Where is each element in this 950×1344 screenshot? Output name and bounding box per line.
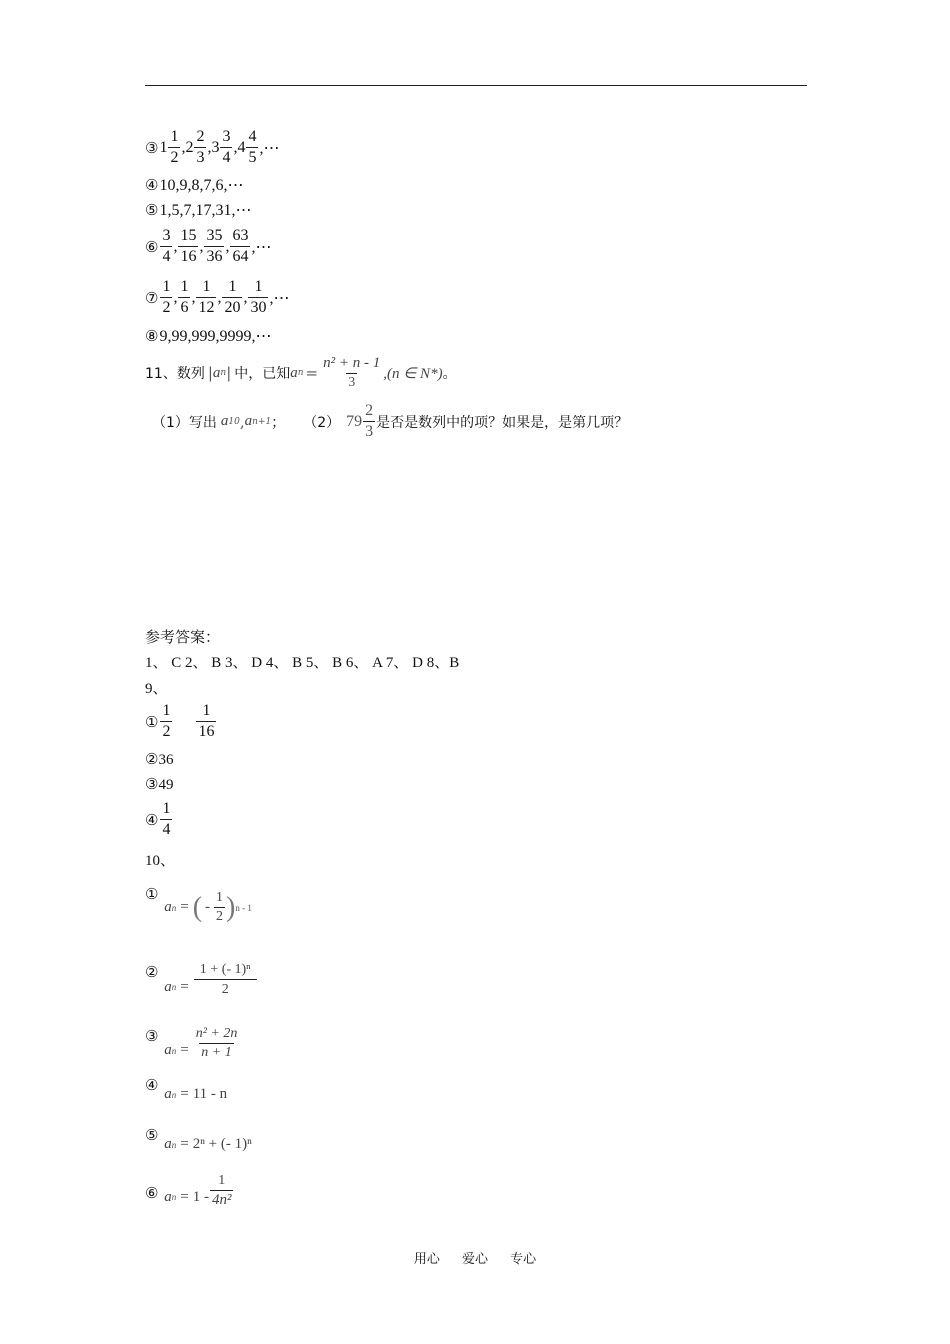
mc-answers: 1、 C 2、 B 3、 D 4、 B 5、 B 6、 A 7、 D 8、B <box>145 655 460 671</box>
sequence-tail: ,⋯ <box>259 139 280 157</box>
sequence-text: 9,99,999,9999,⋯ <box>159 328 272 345</box>
q11-mid: 中，已知 <box>234 366 291 382</box>
q10-label: 10、 <box>145 853 176 869</box>
footer-item: 爱心 <box>461 1252 488 1267</box>
fraction: $\frac{4}{5}$ <box>248 128 257 166</box>
fraction: $\frac{1}{20}$ <box>224 278 241 316</box>
q11-an: a <box>290 364 298 381</box>
sequence-4 <box>145 175 243 195</box>
answer-9-1: ① $\frac{1}{2}$ $\frac{1}{16}$ <box>145 702 215 740</box>
footer <box>0 1248 950 1267</box>
answer-10-5: ⑤ a n = 2ⁿ + (- 1)ⁿ <box>145 1126 252 1152</box>
part2-text: 是否是数列中的项？如果是，是第几项？ <box>376 414 629 431</box>
sequence-tail: ,⋯ <box>269 289 290 307</box>
whole-2: 2 <box>185 138 194 156</box>
marker-5: ⑤ <box>145 201 159 219</box>
question-11: 11、数列 | a n | 中，已知 a n = $\frac{\text{n² + n - 1}}{3}$ ,(n ∈ N*) 。 <box>145 355 457 390</box>
answers-heading: 参考答案： <box>145 628 221 646</box>
footer-item: 用心 <box>413 1252 440 1267</box>
whole-1: 1 <box>159 138 168 156</box>
answer-10-3: ③ a n = $\frac{\text{n² + 2n}}{n + 1}$ <box>145 1026 238 1060</box>
whole-3: 3 <box>211 138 220 156</box>
answer-10-6: ⑥ a n = 1 - $\frac{1}{\text{4n²}}$ <box>145 1173 232 1208</box>
part1-label: （1）写出 <box>152 414 217 431</box>
marker-6: ⑥ <box>145 237 159 256</box>
answer-10-1: ① a n = ( - $\frac{1}{2}$ ) n - 1 <box>145 885 252 924</box>
question-11-parts: （1）写出 a 10 , a n+1 ； （2） 79 $\frac{2}{3}$ 是否是数列中的项？如果是，是第几项？ <box>152 402 629 440</box>
answer-10-2: ② a n = $\frac{\text{1 + (- 1)ⁿ}}{2}$ <box>145 963 258 997</box>
sequence-6: ⑥ $\frac{3}{4}$ , $\frac{15}{16}$ , $\frac{35}{36}$ , $\frac{63}{64}$ ,⋯ <box>145 227 272 265</box>
whole-4: 4 <box>237 138 246 156</box>
header-rule <box>145 85 807 86</box>
fraction: $\frac{3}{4}$ <box>162 227 171 265</box>
marker-7: ⑦ <box>145 288 159 307</box>
q9-label: 9、 <box>145 681 168 697</box>
sequence-5 <box>145 200 251 220</box>
answer-9-2: ②36 <box>145 752 174 768</box>
sequence-tail: ,⋯ <box>251 238 272 256</box>
sequence-text: 10,9,8,7,6,⋯ <box>159 177 244 194</box>
answer-9-3: ③49 <box>145 777 174 793</box>
sequence-3: ③ 1 $\frac{1}{2}$ , 2 $\frac{2}{3}$ , 3 $\frac{3}{4}$ , 4 $\frac{4}{5}$ ,⋯ <box>145 128 280 166</box>
footer-item: 专心 <box>510 1252 537 1267</box>
fraction: $\frac{1}{30}$ <box>250 278 267 316</box>
sequence-8 <box>145 326 271 346</box>
answer-10-4: ④ a n = 11 - n <box>145 1076 228 1102</box>
marker-8: ⑧ <box>145 327 159 345</box>
fraction: $\frac{1}{6}$ <box>180 278 189 316</box>
mixed-fraction: $\frac{2}{3}$ <box>365 402 374 440</box>
marker-4: ④ <box>145 176 159 194</box>
fraction: $\frac{15}{16}$ <box>180 227 197 265</box>
q11-formula: $\frac{\text{n² + n - 1}}{3}$ <box>323 355 381 390</box>
fraction: $\frac{35}{36}$ <box>206 227 223 265</box>
fraction: $\frac{2}{3}$ <box>196 128 205 166</box>
sequence-7: ⑦ $\frac{1}{2}$ , $\frac{1}{6}$ , $\frac{1}{12}$ , $\frac{1}{20}$ , $\frac{1}{30}$ ,⋯ <box>145 278 290 316</box>
fraction: $\frac{3}{4}$ <box>222 128 231 166</box>
sequence-text: 1,5,7,17,31,⋯ <box>159 202 252 219</box>
fraction: $\frac{1}{12}$ <box>198 278 215 316</box>
q11-condition: ,(n ∈ N*) <box>383 365 443 382</box>
fraction: $\frac{1}{2}$ <box>170 128 179 166</box>
q11-prefix: 11、数列 <box>145 366 205 382</box>
fraction: $\frac{63}{64}$ <box>232 227 249 265</box>
answer-9-4: ④ $\frac{1}{4}$ <box>145 800 171 838</box>
fraction: $\frac{1}{2}$ <box>162 278 171 316</box>
part2-label: （2） <box>303 414 341 431</box>
marker-3: ③ <box>145 138 159 157</box>
